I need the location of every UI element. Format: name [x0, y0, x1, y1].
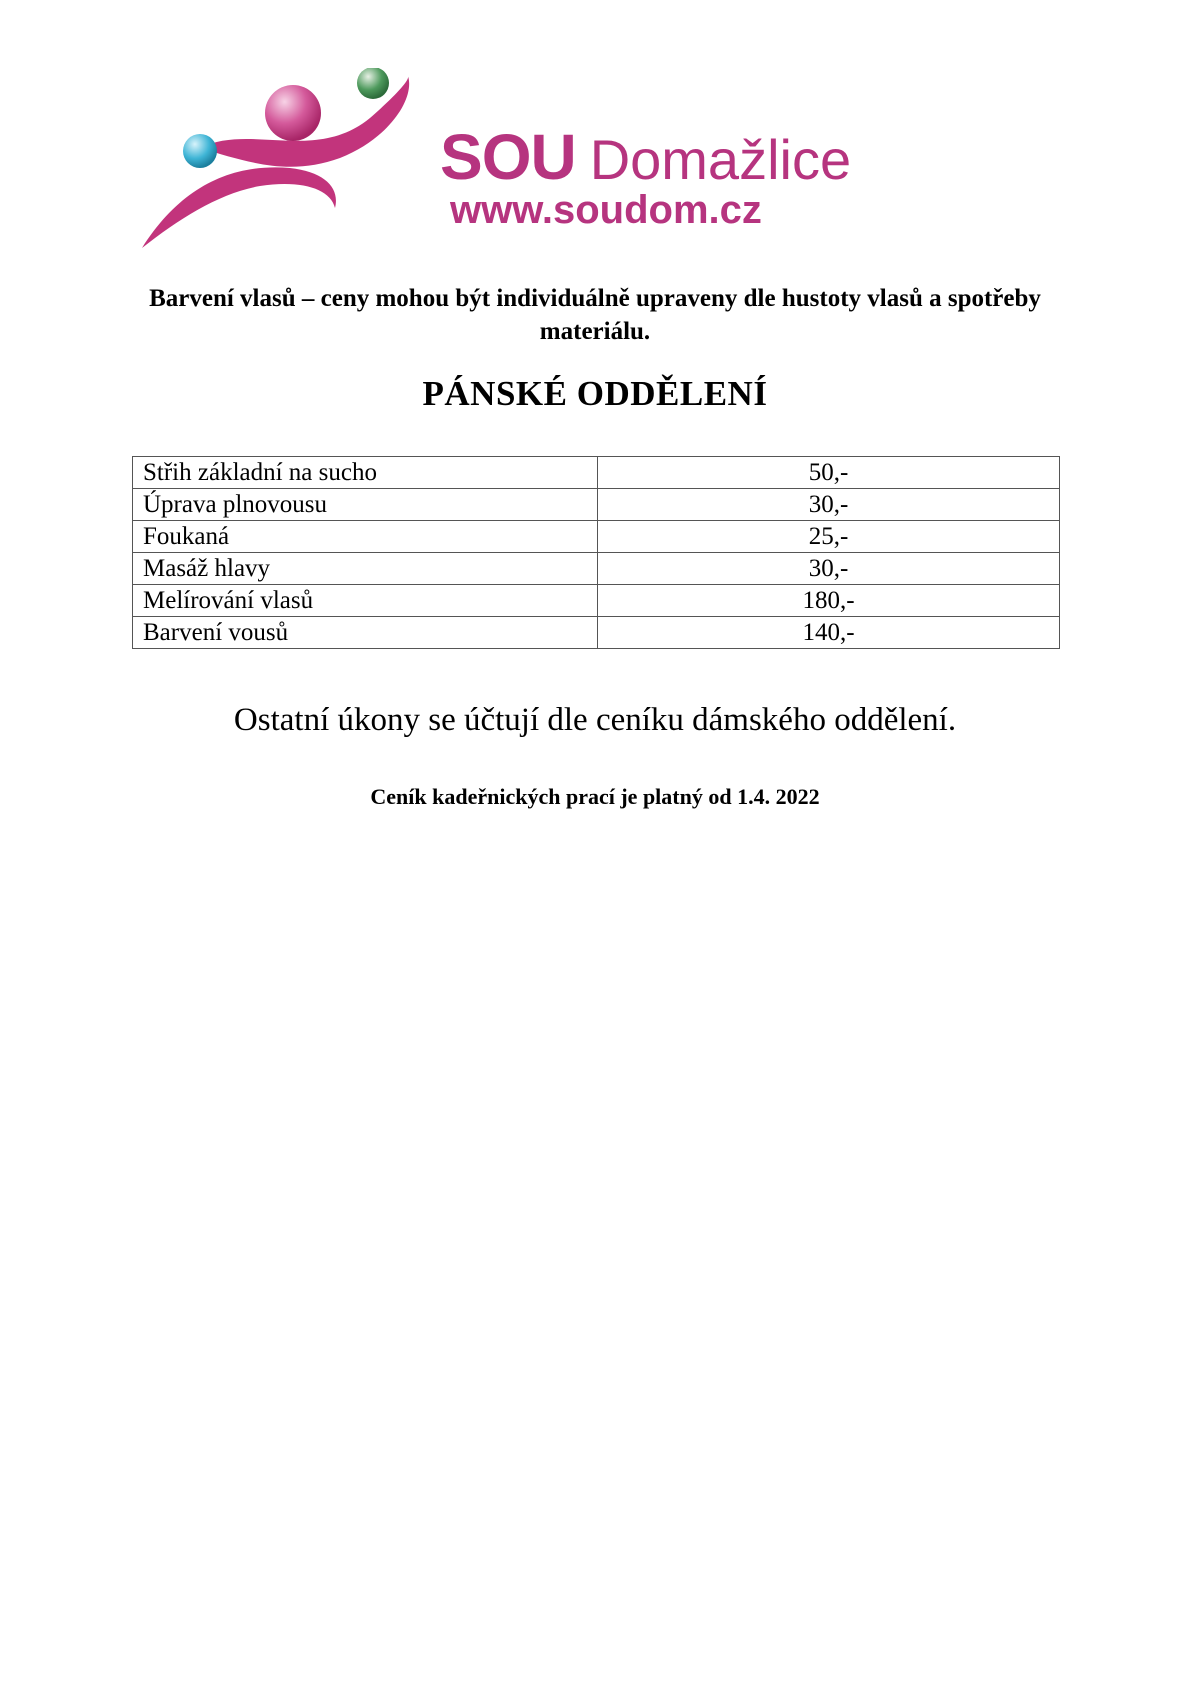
- validity-text: Ceník kadeřnických prací je platný od 1.4. 2022: [370, 784, 820, 809]
- intro-text: Barvení vlasů – ceny mohou být individuálně upraveny dle hustoty vlasů a spotřeby materiálu.: [149, 285, 1041, 345]
- price-table: [132, 456, 1060, 649]
- service-price: 30,-: [598, 553, 1060, 585]
- logo-name-city: Domažlice: [589, 128, 852, 191]
- logo-school-name: [440, 121, 852, 193]
- logo-url: www.soudom.cz: [450, 188, 762, 232]
- service-name: Střih základní na sucho: [133, 457, 598, 489]
- table-row: [133, 617, 1060, 649]
- logo-figure-icon: [140, 68, 460, 258]
- service-price: 30,-: [598, 489, 1060, 521]
- service-name: Melírování vlasů: [133, 585, 598, 617]
- table-row: [133, 489, 1060, 521]
- table-row: [133, 585, 1060, 617]
- logo-name-bold: SOU: [440, 121, 576, 193]
- table-row: [133, 521, 1060, 553]
- table-row: [133, 553, 1060, 585]
- service-price: 50,-: [598, 457, 1060, 489]
- logo: [140, 68, 852, 258]
- service-name: Barvení vousů: [133, 617, 598, 649]
- service-name: Foukaná: [133, 521, 598, 553]
- service-name: Masáž hlavy: [133, 553, 598, 585]
- note-text: Ostatní úkony se účtují dle ceníku dámského oddělení.: [233, 702, 957, 738]
- service-name: Úprava plnovousu: [133, 489, 598, 521]
- service-price: 25,-: [598, 521, 1060, 553]
- service-price: 180,-: [598, 585, 1060, 617]
- section-title: PÁNSKÉ ODDĚLENÍ: [422, 374, 768, 413]
- service-price: 140,-: [598, 617, 1060, 649]
- table-row: [133, 457, 1060, 489]
